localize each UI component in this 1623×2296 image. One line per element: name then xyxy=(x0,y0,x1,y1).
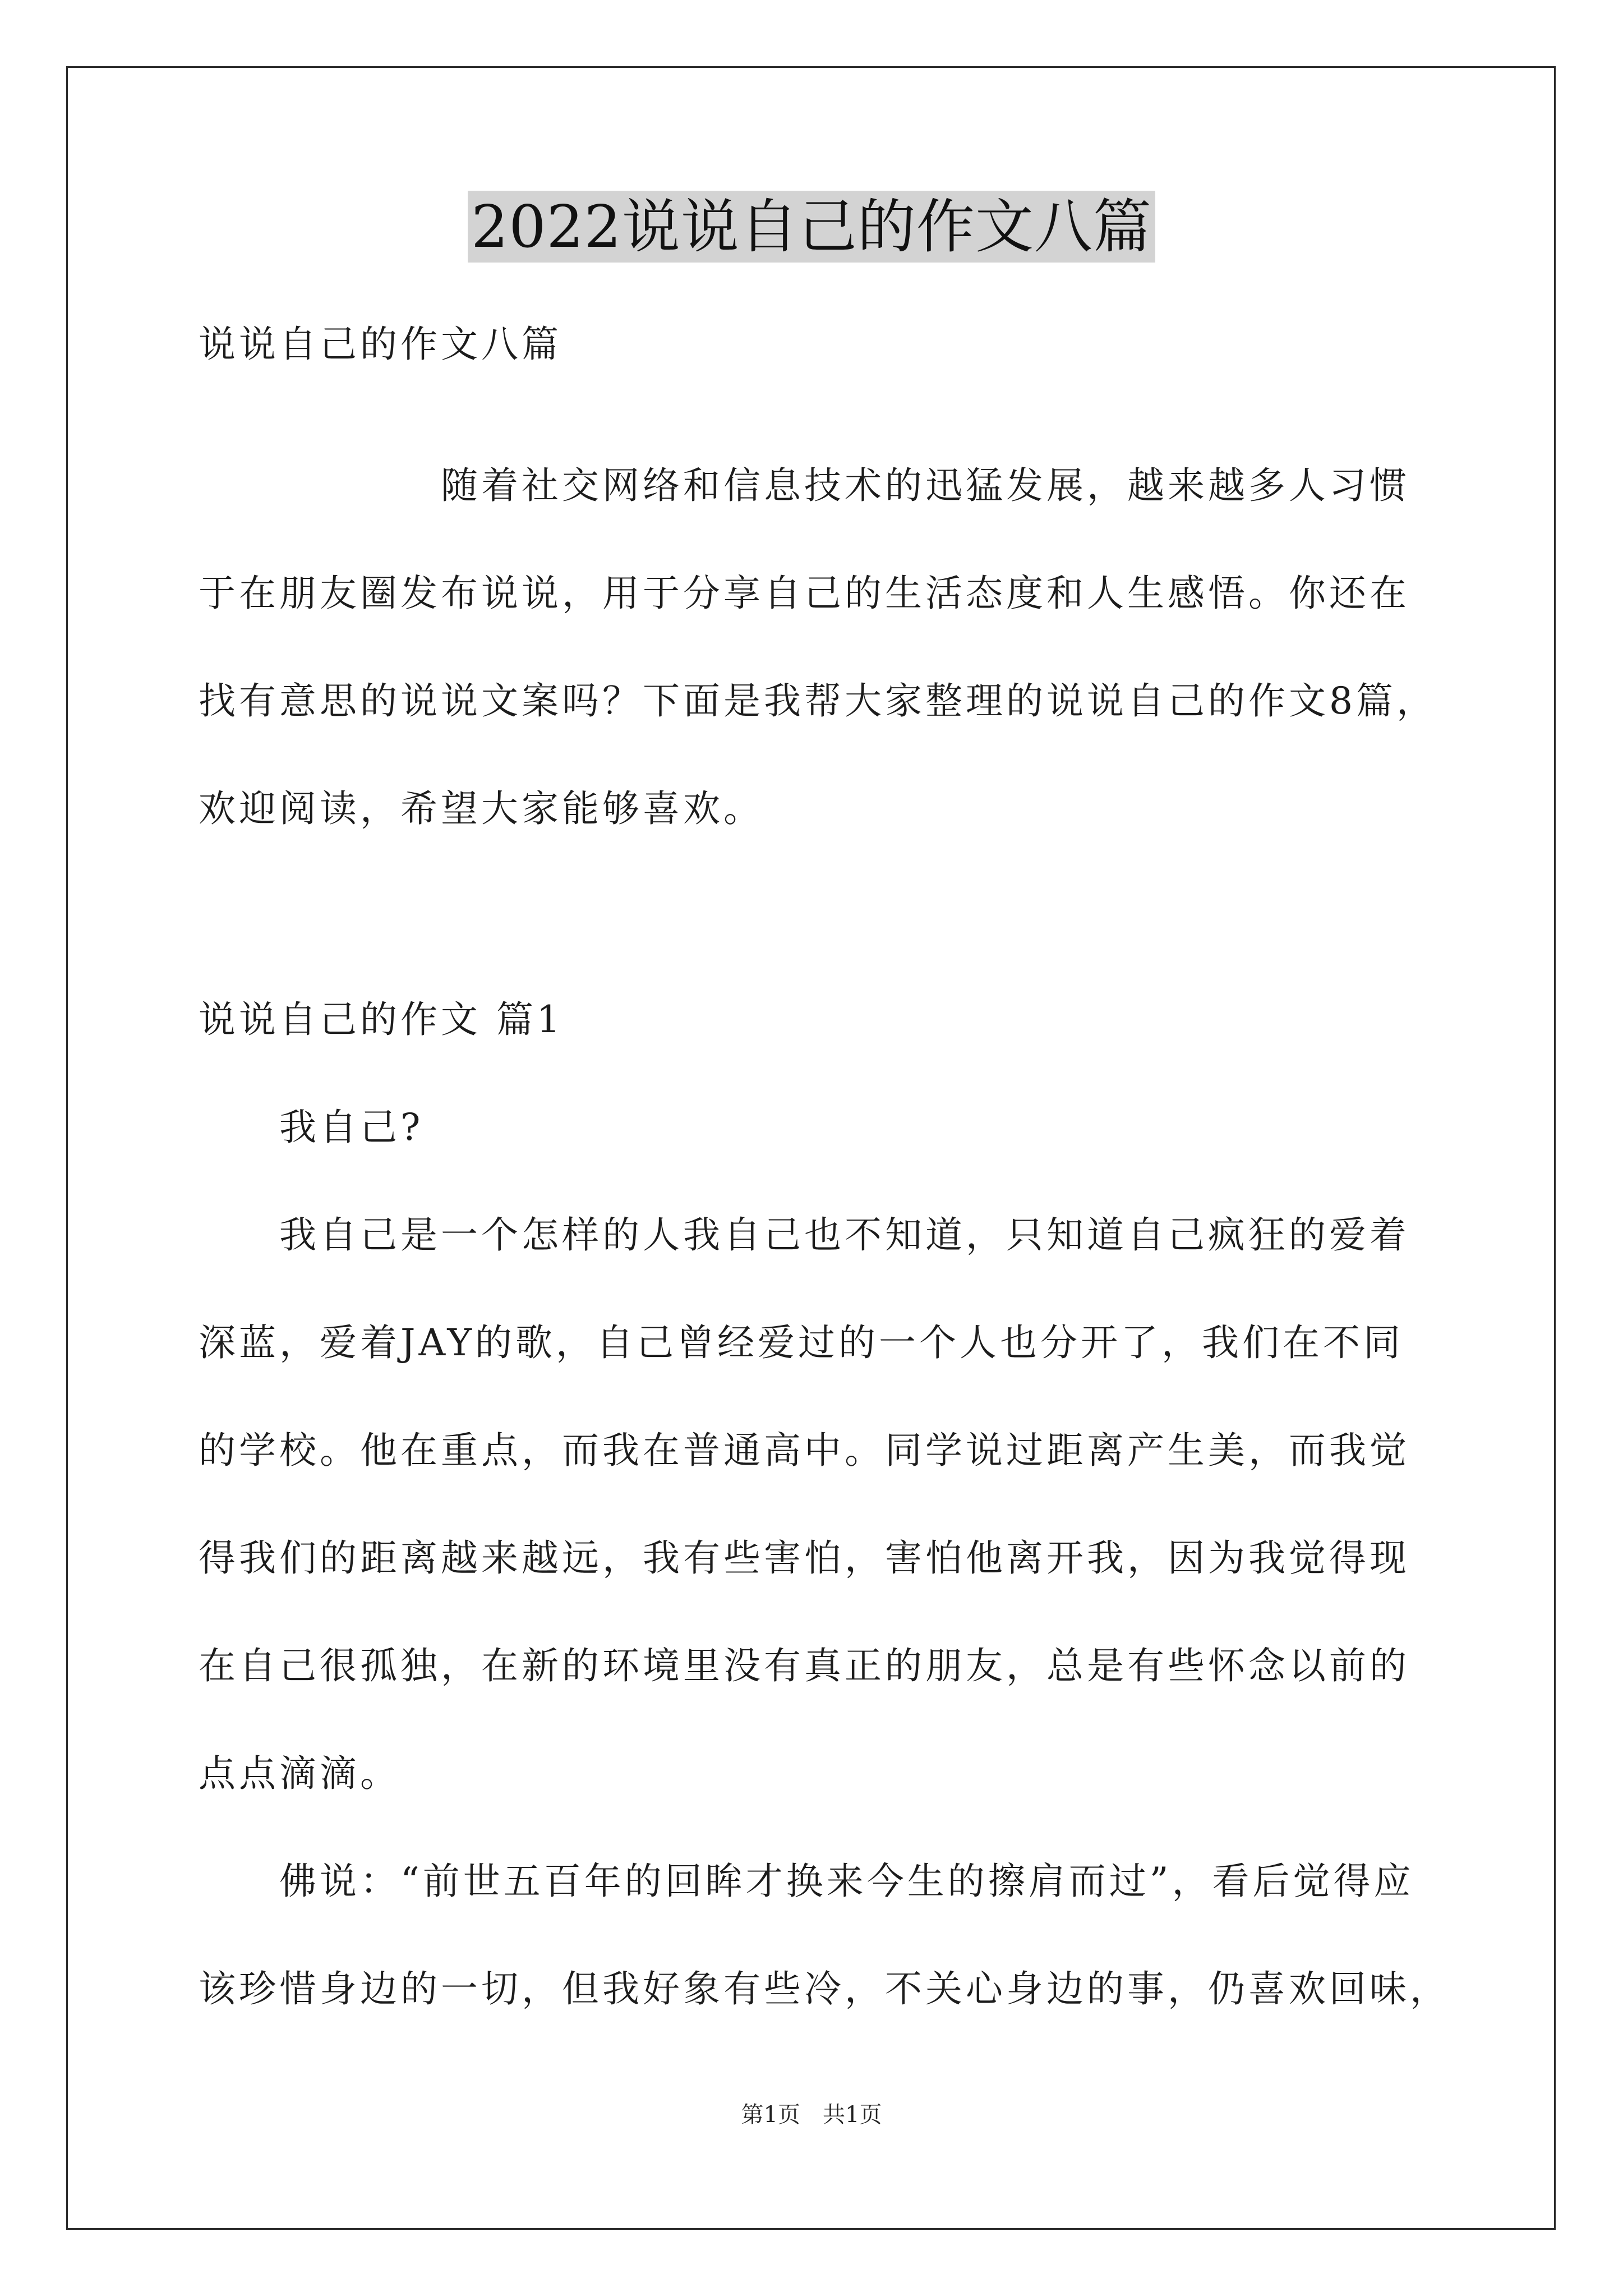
paragraph-line: 得我们的距离越来越远，我有些害怕，害怕他离开我，因为我觉得现 xyxy=(199,1536,1410,1580)
intro-line-4: 欢迎阅读，希望大家能够喜欢。 xyxy=(199,787,764,830)
paragraph-line: 我自己? xyxy=(199,1106,424,1149)
paragraph-line: 的学校。他在重点，而我在普通高中。同学说过距离产生美，而我觉 xyxy=(199,1429,1410,1472)
intro-line-3: 找有意思的说说文案吗？下面是我帮大家整理的说说自己的作文8篇， xyxy=(199,679,1437,723)
intro-line-2: 于在朋友圈发布说说，用于分享自己的生活态度和人生感悟。你还在 xyxy=(199,572,1410,615)
paragraph-line: 该珍惜身边的一切，但我好象有些冷，不关心身边的事，仍喜欢回味， xyxy=(199,1967,1450,2010)
paragraph-line: 点点滴滴。 xyxy=(199,1752,400,1795)
document-title: 2022说说自己的作文八篇 xyxy=(468,191,1155,263)
paragraph-line: 佛说：“前世五百年的回眸才换来今生的擦肩而过”，看后觉得应 xyxy=(199,1860,1414,1903)
paragraph-line: 我自己是一个怎样的人我自己也不知道，只知道自己疯狂的爱着 xyxy=(199,1213,1410,1257)
intro-line-1: 随着社交网络和信息技术的迅猛发展，越来越多人习惯 xyxy=(199,464,1410,507)
section-heading: 说说自己的作文 篇1 xyxy=(199,998,564,1041)
title-container xyxy=(0,191,1623,263)
subtitle-line: 说说自己的作文八篇 xyxy=(199,323,562,366)
paragraph-line: 深蓝，爱着JAY的歌，自己曾经爱过的一个人也分开了，我们在不同 xyxy=(199,1321,1404,1364)
paragraph-line: 在自己很孤独，在新的环境里没有真正的朋友，总是有些怀念以前的 xyxy=(199,1644,1410,1687)
page-footer: 第1页 共1页 xyxy=(741,2102,882,2128)
